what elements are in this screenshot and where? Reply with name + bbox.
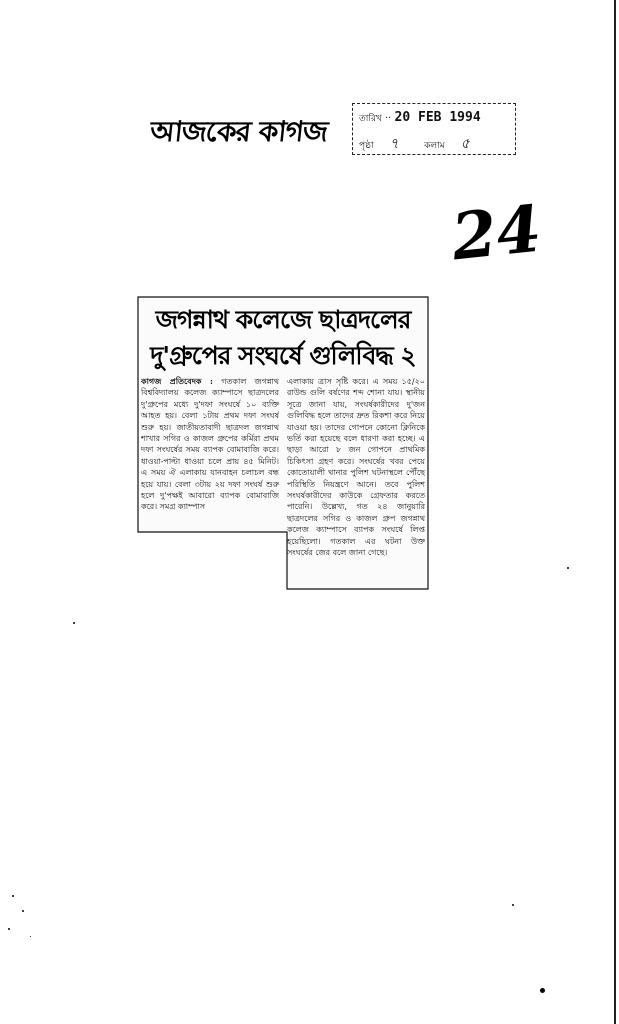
headline-line-2: দু'গ্রুপের সংঘর্ষে গুলিবিদ্ধ ২ (150, 341, 416, 370)
stamp-column-label: কলাম (424, 141, 445, 151)
scan-edge-line (614, 0, 616, 1024)
article-left-column (141, 376, 279, 528)
article-headline (145, 302, 421, 374)
scan-speck (73, 622, 75, 624)
scan-speck (567, 567, 569, 569)
scan-speck (512, 904, 514, 906)
scan-speck (22, 910, 24, 912)
stamp-date-row: তারিখ ·· 20 FEB 1994 (359, 110, 481, 125)
stamp-page-row (359, 132, 470, 156)
scan-speck (8, 928, 10, 930)
article-byline: কাগজ প্রতিবেদক : (141, 376, 213, 386)
newspaper-masthead: আজকের কাগজ (148, 115, 329, 148)
handwritten-page-number: 24 (448, 191, 545, 276)
news-clipping (137, 296, 429, 590)
stamp-date-label: তারিখ (359, 114, 382, 124)
stamp-page-label: পৃষ্ঠা (359, 141, 374, 151)
scan-speck (30, 936, 31, 937)
stamp-column-value: ৫ (460, 136, 470, 152)
article-right-column: এলাকায় ত্রাস সৃষ্টি করে। এ সময় ১৫/২০ রাউন্ড গুলি বর্ষণের শব্দ শোনা যায়। স্থানীয় সূত্রে জানা যায়, সংঘর্ষকারীদের দু'জন গুলিবিদ্ধ হলে তাদের দ্রুত রিকশা করে নিয়ে যাওয়া হয়। তাদের গোপনে কোনো ক্লিনিকে ভর্তি করা হয়েছে বলে ধারণা করা হচ্ছে। এ ছাড়া আরো ৮ জন গোপনে প্রাথমিক চিকিৎসা গ্রহণ করে। সংঘর্ষের খবর পেয়ে কোতোয়ালী থানার পুলিশ ঘটনাস্থলে পৌঁছে পরিস্থিতি নিয়ন্ত্রণে আনে। তবে পুলিশ সংঘর্ষকারীদের কাউকে গ্রেফতার করতে পারেনি। উল্লেখ্য, গত ২৪ জানুয়ারি ছাত্রদলের সগির ও কাজল গ্রুপ জগন্নাথ কলেজ ক্যাম্পাসে ব্যাপক সংঘর্ষে লিপ্ত হয়েছিলো। গতকাল এর ঘটনা উক্ত সংঘর্ষের জের বলে জানা গেছে। (287, 377, 425, 558)
stamp-date-value: 20 FEB 1994 (394, 110, 481, 125)
clipping-stamp (352, 103, 516, 155)
scan-speck (12, 895, 14, 897)
stamp-page-value: ৭ (389, 136, 399, 152)
scan-speck (540, 988, 545, 993)
headline-line-1: জগন্নাথ কলেজে ছাত্রদলের (155, 305, 411, 334)
left-column-text: গতকাল জগন্নাথ বিশ্ববিদ্যালয় কলেজ ক্যাম্পাসে ছাত্রদলের দু'গ্রুপের মধ্যে দু'দফা সংঘর্ষে ১০ ব্যক্তি আহত হয়। বেলা ১টায় প্রথম দফা সংঘর্ষ শুরু হয়। জাতীয়তাবাদী ছাত্রদল জগন্নাথ শাখার সগির ও কাজল গ্রুপের কর্মিরা প্রথম দফা সংঘর্ষের সময় ব্যাপক বোমাবাজি করে। ধাওয়া-পাল্টা ধাওয়া চলে প্রায় ৪৫ মিনিট। এ সময় ঐ এলাকায় যানবাহন চলাচল বন্ধ হয়ে যায়। বেলা ৩টায় ২য় দফা সংঘর্ষ শুরু হলে দু'পক্ষই আবারো ব্যাপক বোমাবাজি করে। সমগ্র ক্যাম্পাস (141, 377, 279, 512)
